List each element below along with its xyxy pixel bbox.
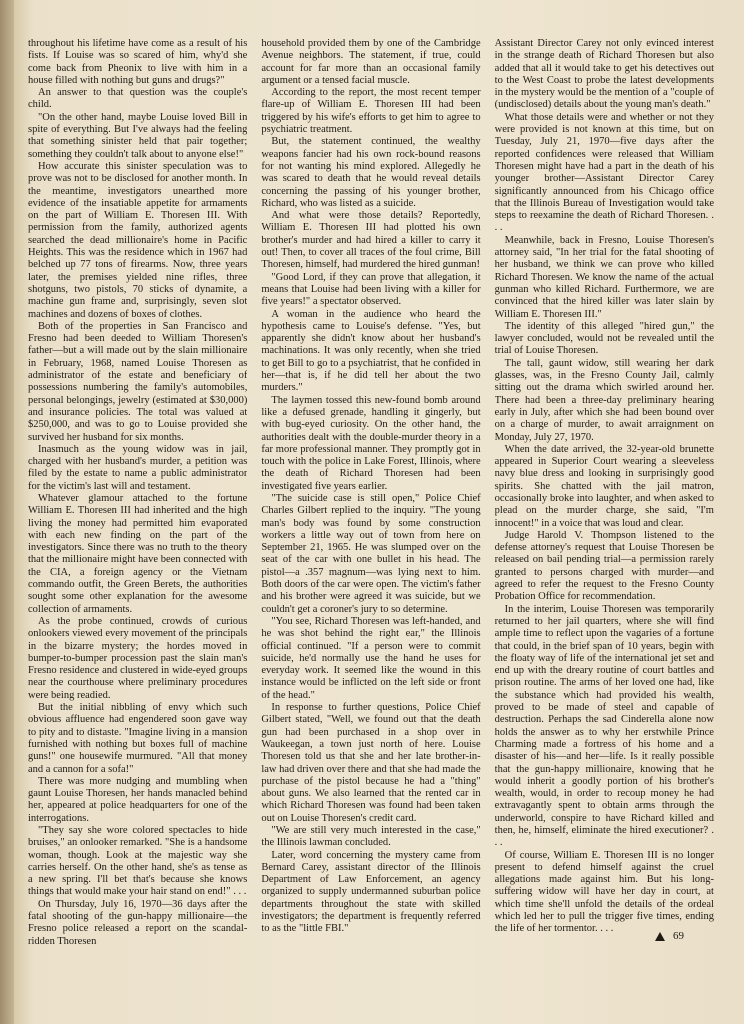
paragraph: "On the other hand, maybe Louise loved Bill in spite of everything. But I've always had the feeling that something sinister held that pair together; something they couldn't talk about to anyone else!" <box>28 111 248 160</box>
paragraph: The identity of this alleged "hired gun," the lawyer concluded, would not be revealed until the trial of Louise Thoresen. <box>494 320 714 357</box>
paragraph: Later, word concerning the mystery came from Bernard Carey, assistant director of the Illinois Department of Law Enforcement, an agency organized to supply undermanned suburban police departments throughout the state with skilled investigators; the department is frequently referred to as the "little FBI." <box>261 849 481 935</box>
paragraph: "Good Lord, if they can prove that allegation, it means that Louise had been living with a killer for five years!" a spectator observed. <box>261 271 481 308</box>
paragraph: "You see, Richard Thoresen was left-handed, and he was shot behind the right ear," the Illinois official continued. "If a person were to commit suicide, he'd normally use the hand he uses for everyday work. It seemed like the wound in this instance would be inflicted on the left side or front of the head." <box>261 615 481 701</box>
paragraph: Assistant Director Carey not only evinced interest in the strange death of Richard Thoresen but also added that all it would take to get his detectives out to the West Coast to probe the latest developments in the mystery would be the mention of a "couple of (undisclosed) details about the young man's death." <box>494 38 714 111</box>
page-binding-shadow <box>0 0 14 1024</box>
paragraph: The tall, gaunt widow, still wearing her dark glasses, was, in the Fresno County Jail, calmly sitting out the drama which swirled around her. There had been a three-day preliminary hearing early in July, after which she had been bound over on a charge of murder, to await arraignment on Monday, July 27, 1970. <box>494 357 714 443</box>
paragraph: There was more nudging and mumbling when gaunt Louise Thoresen, her hands manacled behind her, appeared at police headquarters for one of the interrogations. <box>28 775 248 824</box>
paragraph: Inasmuch as the young widow was in jail, charged with her husband's murder, a petition was filed by the estate to name a public administrator for the victim's last will and testament. <box>28 443 248 492</box>
paragraph: Both of the properties in San Francisco and Fresno had been deeded to William Thoresen's father—but a will made out by the slain millionaire in February, 1968, named Louise Thoresen as administrator of the estate and beneficiary of possessions numbering the family's automobiles, personal belongings, jewelry (estimated at $30,000) and insurance policies. The total was valued at $250,000, and was to go to Louise provided she survived her husband for six months. <box>28 320 248 443</box>
paragraph: Meanwhile, back in Fresno, Louise Thoresen's attorney said, "In her trial for the fatal shooting of her husband, we think we can prove who killed Richard Thoresen. We know the name of the actual gunman who killed Richard. Furthermore, we are convinced that the hired killer was later slain by William E. Thoresen III." <box>494 234 714 320</box>
paragraph: "The suicide case is still open," Police Chief Charles Gilbert replied to the inquiry. "The young man's body was found by some construction workers a little way out of town from here on September 21, 1965. He was slumped over on the seat of the car with one bullet in his head. The pistol—a .357 magnum—was lying next to him. Both doors of the car were open. The victim's father and his brother were agreed it was suicide, but we couldn't get a coroner's jury to so determine. <box>261 492 481 615</box>
paragraph: throughout his lifetime have come as a result of his fists. If Louise was so scared of him, why'd she come back from Pheonix to live with him in a house filled with nothing but guns and drugs?" <box>28 38 248 86</box>
column-1 <box>28 38 247 962</box>
paragraph: But the initial nibbling of envy which such obvious affluence had engendered soon gave way to pity and to distaste. "Imagine living in a mansion furnished with nothing but boxes full of machine guns!" one housewife murmured. "All that money and a cannon for a sofa!" <box>28 702 248 775</box>
paragraph: According to the report, the most recent temper flare-up of William E. Thoresen III had been triggered by his wife's efforts to get him to agree to psychiatric treatment. <box>261 87 481 136</box>
paragraph: "They say she wore colored spectacles to hide bruises," an onlooker remarked. "She is a handsome woman, though. Look at the majestic way she carries herself. On the other hand, she's as tense as a new spring. I'll bet that's because she knows things that would make your hair stand on end!" . . . <box>28 825 248 898</box>
page-number: 69 <box>673 930 684 942</box>
paragraph: A woman in the audience who heard the hypothesis came to Louise's defense. "Yes, but apparently she didn't know about her husband's machinations. It was only recently, when she tried to get Bill to go to a psychiatrist, that he confided in her—that is, if he did tell her about the two murders." <box>261 308 481 394</box>
paragraph: In response to further questions, Police Chief Gilbert stated, "Well, we found out that the death gun had been purchased in a shop over in Waukeegan, a town just north of here. Louise Thoresen told us that she and her late brother-in-law had driven over there and that she had made the purchase of the pistol because he had a "thing" about guns. We also learned that the rented car in which Richard Thoresen was found had been taken out on Louise Thoresen's credit card. <box>261 702 481 824</box>
paragraph: Whatever glamour attached to the fortune William E. Thoresen III had inherited and the high living the money had permitted him evaporated with each new finding on the part of the investigators. Since there was no truth to the theory that the millionaire might have been connected with the CIA, a foreign agency or the Vietnam commando outfit, the Green Berets, the authorities sought some other explanation for the awesome collection of armaments. <box>28 492 248 615</box>
paragraph: In the interim, Louise Thoresen was temporarily returned to her jail quarters, where she will find ample time to reflect upon the vagaries of a fortune that could, in the brief span of 10 years, begin with the floaty way of life of the international jet set and end up with the dreary routine of court battles and prison routine. The arms of her loved one had, like the substance which had provided his wealth, proved to be made of steel and capable of destruction. Perhaps the sad Cinderella alone now holds the answer as to why her erstwhile Prince Charming made a fortress of his home and a disaster of his—and her—life. Is it really possible that the gun-happy millionaire, knowing that he would inherit a goodly portion of his brother's wealth, would, in order to recoup money he had extravagantly spent to obtain arms through the underworld, conspire to have Richard killed and then, he, himself, eliminate the hired executioner? . . . <box>494 603 714 849</box>
paragraph: What those details were and whether or not they were provided is not known at this time, but on Tuesday, July 21, 1970—five days after the reported confidences were released that William Thoresen might have had a part in the death of his younger brother—Assistant Director Carey significantly announced from his Chicago office that the Illinois Bureau of Investigation would take steps to reexamine the death of Richard Thoresen. . . . <box>494 111 714 234</box>
article-columns <box>28 38 714 962</box>
paragraph: "We are still very much interested in the case," the Illinois lawman concluded. <box>261 825 481 849</box>
paragraph: The laymen tossed this new-found bomb around like a defused grenade, handling it gingerly, but with bug-eyed curiosity. On the other hand, the authorities dealt with the double-murder theory in a far more professional manner. They promptly got in touch with the police in Lake Forest, Illinois, where the death of Richard Thoresen had been investigated five years earlier. <box>261 394 481 492</box>
column-3 <box>495 38 714 962</box>
column-2 <box>261 38 480 962</box>
paragraph: Judge Harold V. Thompson listened to the defense attorney's request that Louise Thoresen be released on bail pending trial—a permission rarely granted to persons charged with murder—and agreed to refer the request to the Fresno County Probation Office for recommendation. <box>494 529 714 603</box>
paragraph: household provided them by one of the Cambridge Avenue neighbors. The statement, if true, could account for far more than an occasional family argument or a tensed facial muscle. <box>261 38 481 86</box>
triangle-icon <box>655 932 665 941</box>
page-folio <box>655 930 684 942</box>
paragraph: How accurate this sinister speculation was to prove was not to be disclosed for another month. In the meantime, investigators unearthed more evidence of the insatiable appetite for armaments on the part of William E. Thoresen III. With permission from the family, authorized agents searched the dead millionaire's home in Pacific Heights. This was the residence which in 1967 had belched up 77 tons of firearms. Now, three years later, the premises yielded nine rifles, three shotguns, two pistols, 70 sticks of dynamite, a machine gun frame and, surprisingly, seven slot machines and dozens of boxes of clothes. <box>28 160 248 320</box>
paragraph: And what were those details? Reportedly, William E. Thoresen III had plotted his own brother's murder and had hired a killer to carry it out! Then, to cover all traces of the foul crime, Bill Thoresen, himself, had murdered the hired gunman! <box>261 210 481 271</box>
paragraph: As the probe continued, crowds of curious onlookers viewed every movement of the principals in the bizarre mystery; the hordes moved in bumper-to-bumper procession past the slain man's Fresno residence and clustered in wide-eyed groups near the courthouse where preliminary procedures were being readied. <box>28 615 248 701</box>
paragraph: Of course, William E. Thoresen III is no longer present to defend himself against the cruel allegations made against him. But his long-suffering widow will have her day in court, at which time she'll unfold the details of the ordeal which led her to pull the trigger five times, ending the life of her tormentor. . . . <box>494 849 714 935</box>
paragraph: But, the statement continued, the wealthy weapons fancier had his own rock-bound reasons for not wanting his mind explored. Allegedly he was scared to death that he would reveal details concerning the passing of his younger brother, Richard, who was listed as a suicide. <box>261 136 481 209</box>
paragraph: On Thursday, July 16, 1970—36 days after the fatal shooting of the gun-happy millionaire—the Fresno police released a report on the scandal-ridden Thoresen <box>28 898 248 947</box>
paragraph: An answer to that question was the couple's child. <box>28 87 248 111</box>
paragraph: When the date arrived, the 32-year-old brunette appeared in Superior Court wearing a sleeveless navy blue dress and looking in surprisingly good spirits. She chatted with the jail matron, occasionally broke into laughter, and when asked to plead on the murder charge, she said, "I'm innocent!" in a voice that was loud and clear. <box>494 443 714 529</box>
